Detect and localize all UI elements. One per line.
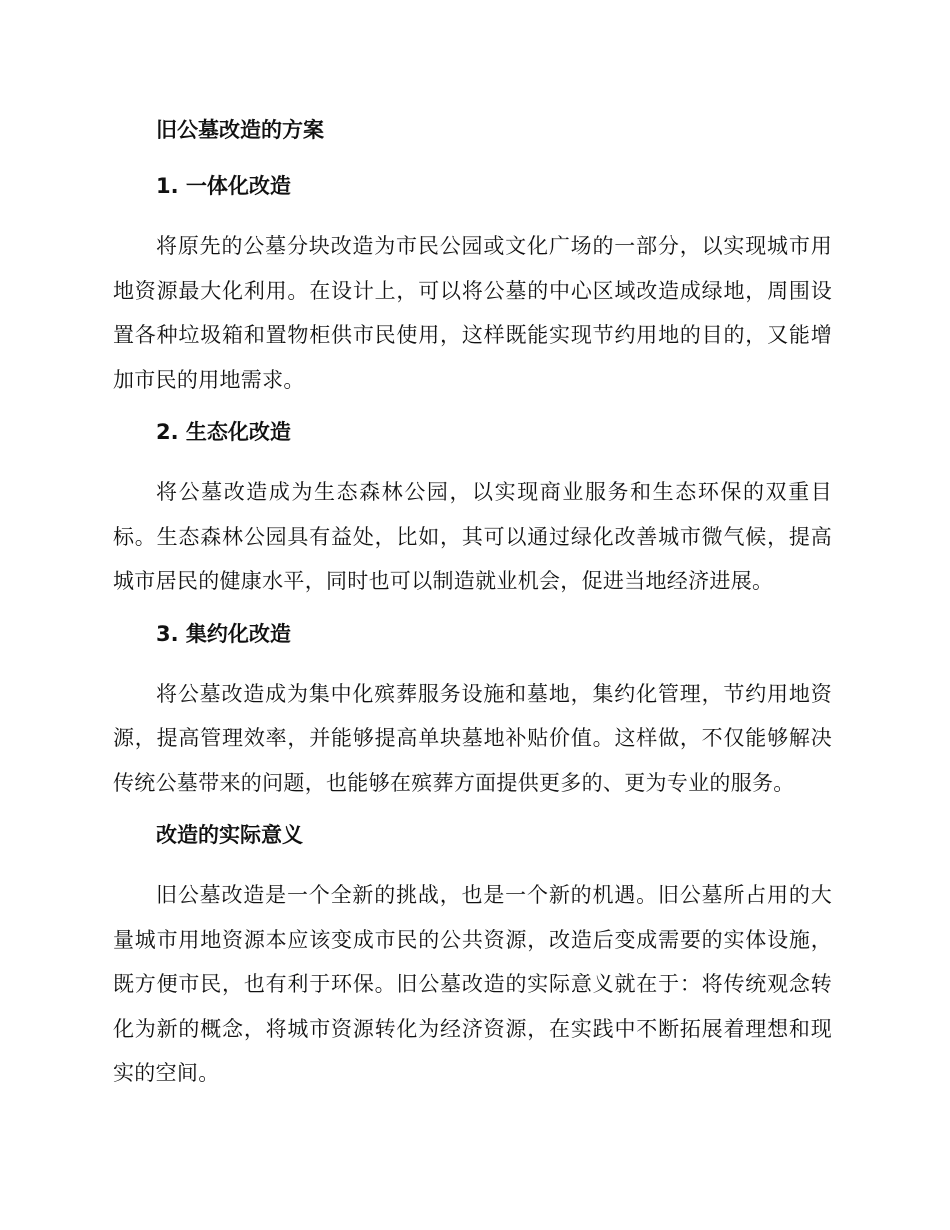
section-body-significance: 旧公墓改造是一个全新的挑战，也是一个新的机遇。旧公墓所占用的大量城市用地资源本应该变成市民的公共资源，改造后变成需要的实体设施，既方便市民，也有利于环保。旧公墓改造的实际意义就在于：将传统观念转化为新的概念，将城市资源转化为经济资源，在实践中不断拓展着理想和现实的空间。 xyxy=(113,883,832,1085)
section-heading-ecology: 2. 生态化改造 xyxy=(156,420,291,444)
document-title: 旧公墓改造的方案 xyxy=(156,118,324,142)
section-body-ecology: 将公墓改造成为生态森林公园，以实现商业服务和生态环保的双重目标。生态森林公园具有益处，比如，其可以通过绿化改善城市微气候，提高城市居民的健康水平，同时也可以制造就业机会，促进当地经济进展。 xyxy=(113,480,832,593)
section-heading-intensive: 3. 集约化改造 xyxy=(156,621,291,646)
section-body-intensive: 将公墓改造成为集中化殡葬服务设施和墓地，集约化管理，节约用地资源，提高管理效率，并能够提高单块墓地补贴价值。这样做，不仅能够解决传统公墓带来的问题，也能够在殡葬方面提供更多的、更为专业的服务。 xyxy=(113,681,832,795)
section-heading-significance: 改造的实际意义 xyxy=(156,823,303,847)
section-heading-integration: 1. 一体化改造 xyxy=(156,174,291,198)
section-body-integration: 将原先的公墓分块改造为市民公园或文化广场的一部分，以实现城市用地资源最大化利用。在设计上，可以将公墓的中心区域改造成绿地，周围设置各种垃圾箱和置物柜供市民使用，这样既能实现节约用地的目的，又能增加市民的用地需求。 xyxy=(113,234,832,392)
